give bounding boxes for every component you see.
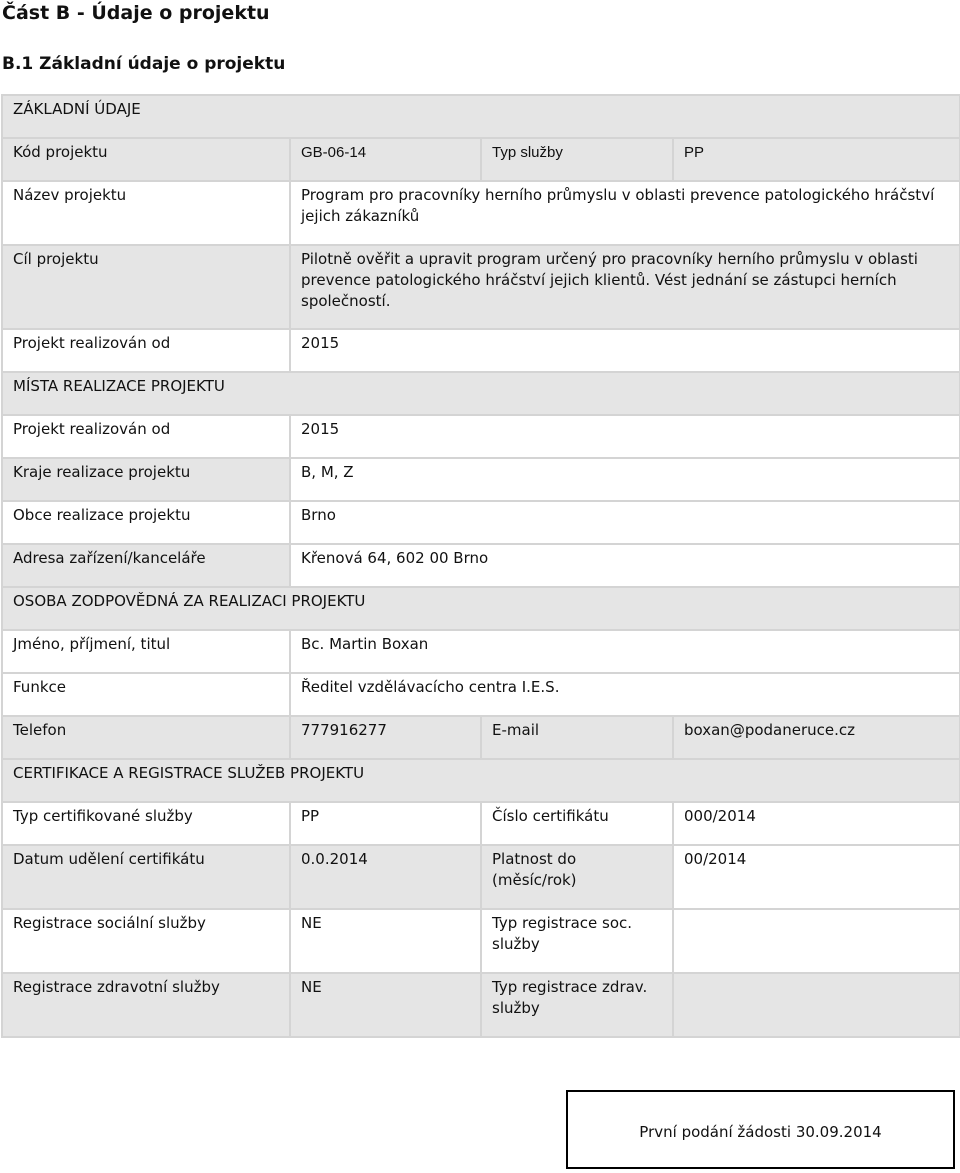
regions-label: Kraje realizace projektu bbox=[2, 458, 290, 501]
cert-number-value: 000/2014 bbox=[673, 802, 960, 845]
email-label: E-mail bbox=[481, 716, 673, 759]
health-registration-value: NE bbox=[290, 973, 481, 1037]
submission-box bbox=[566, 1090, 955, 1169]
section-title: B.1 Základní údaje o projektu bbox=[2, 54, 286, 74]
code-label: Kód projektu bbox=[2, 138, 290, 181]
social-registration-value: NE bbox=[290, 909, 481, 973]
address-label: Adresa zařízení/kanceláře bbox=[2, 544, 290, 587]
places-realized-label: Projekt realizován od bbox=[2, 415, 290, 458]
basic-section-header: ZÁKLADNÍ ÚDAJE bbox=[2, 95, 960, 138]
social-registration-type-label: Typ registrace soc. služby bbox=[481, 909, 673, 973]
person-role-value: Ředitel vzdělávacícho centra I.E.S. bbox=[290, 673, 960, 716]
cert-date-value: 0.0.2014 bbox=[290, 845, 481, 909]
social-registration-label: Registrace sociální služby bbox=[2, 909, 290, 973]
cert-type-value: PP bbox=[290, 802, 481, 845]
regions-value: B, M, Z bbox=[290, 458, 960, 501]
places-section-header: MÍSTA REALIZACE PROJEKTU bbox=[2, 372, 960, 415]
person-name-label: Jméno, příjmení, titul bbox=[2, 630, 290, 673]
places-realized-value: 2015 bbox=[290, 415, 960, 458]
goal-label: Cíl projektu bbox=[2, 245, 290, 329]
part-title: Část B - Údaje o projektu bbox=[2, 2, 270, 24]
phone-label: Telefon bbox=[2, 716, 290, 759]
realized-label: Projekt realizován od bbox=[2, 329, 290, 372]
name-value: Program pro pracovníky herního průmyslu v oblasti prevence patologického hráčství jejich zákazníků bbox=[290, 181, 960, 245]
code-value: GB-06-14 bbox=[290, 138, 481, 181]
validity-value: 00/2014 bbox=[673, 845, 960, 909]
service-type-value: PP bbox=[673, 138, 960, 181]
health-registration-label: Registrace zdravotní služby bbox=[2, 973, 290, 1037]
validity-label: Platnost do (měsíc/rok) bbox=[481, 845, 673, 909]
person-name-value: Bc. Martin Boxan bbox=[290, 630, 960, 673]
person-section-header: OSOBA ZODPOVĚDNÁ ZA REALIZACI PROJEKTU bbox=[2, 587, 960, 630]
phone-value: 777916277 bbox=[290, 716, 481, 759]
goal-value: Pilotně ověřit a upravit program určený pro pracovníky herního průmyslu v oblasti prevence patologického hráčství jejich klientů. Vést jednání se zástupci herních společností. bbox=[290, 245, 960, 329]
email-value: boxan@podaneruce.cz bbox=[673, 716, 960, 759]
cert-number-label: Číslo certifikátu bbox=[481, 802, 673, 845]
submission-date-text: První podání žádosti 30.09.2014 bbox=[639, 1123, 882, 1141]
realized-value: 2015 bbox=[290, 329, 960, 372]
health-registration-type-value bbox=[673, 973, 960, 1037]
health-registration-type-label: Typ registrace zdrav. služby bbox=[481, 973, 673, 1037]
name-label: Název projektu bbox=[2, 181, 290, 245]
person-role-label: Funkce bbox=[2, 673, 290, 716]
towns-value: Brno bbox=[290, 501, 960, 544]
service-type-label: Typ služby bbox=[481, 138, 673, 181]
cert-date-label: Datum udělení certifikátu bbox=[2, 845, 290, 909]
project-data-table bbox=[1, 94, 960, 1038]
social-registration-type-value bbox=[673, 909, 960, 973]
certification-section-header: CERTIFIKACE A REGISTRACE SLUŽEB PROJEKTU bbox=[2, 759, 960, 802]
address-value: Křenová 64, 602 00 Brno bbox=[290, 544, 960, 587]
cert-type-label: Typ certifikované služby bbox=[2, 802, 290, 845]
towns-label: Obce realizace projektu bbox=[2, 501, 290, 544]
